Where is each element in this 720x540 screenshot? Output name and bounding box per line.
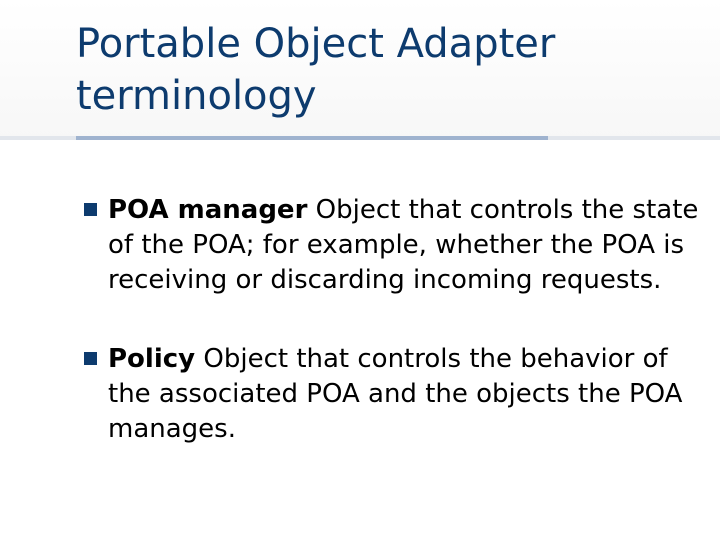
bullet-definition: Object that controls the behavior of the associated POA and the objects the POA manages. — [108, 344, 683, 444]
square-bullet-icon — [84, 352, 97, 365]
bullet-term: Policy — [108, 344, 196, 374]
bullet-item-policy — [76, 342, 706, 447]
bullet-definition: Object that controls the state of the POA; for example, whether the POA is receiving or discarding incoming requests. — [108, 195, 699, 295]
bullet-term: POA manager — [108, 195, 308, 225]
square-bullet-icon — [84, 203, 97, 216]
bullet-item-poa-manager — [76, 193, 706, 298]
slide-title: Portable Object Adapter terminology — [76, 21, 556, 119]
bullet-list — [76, 193, 706, 447]
